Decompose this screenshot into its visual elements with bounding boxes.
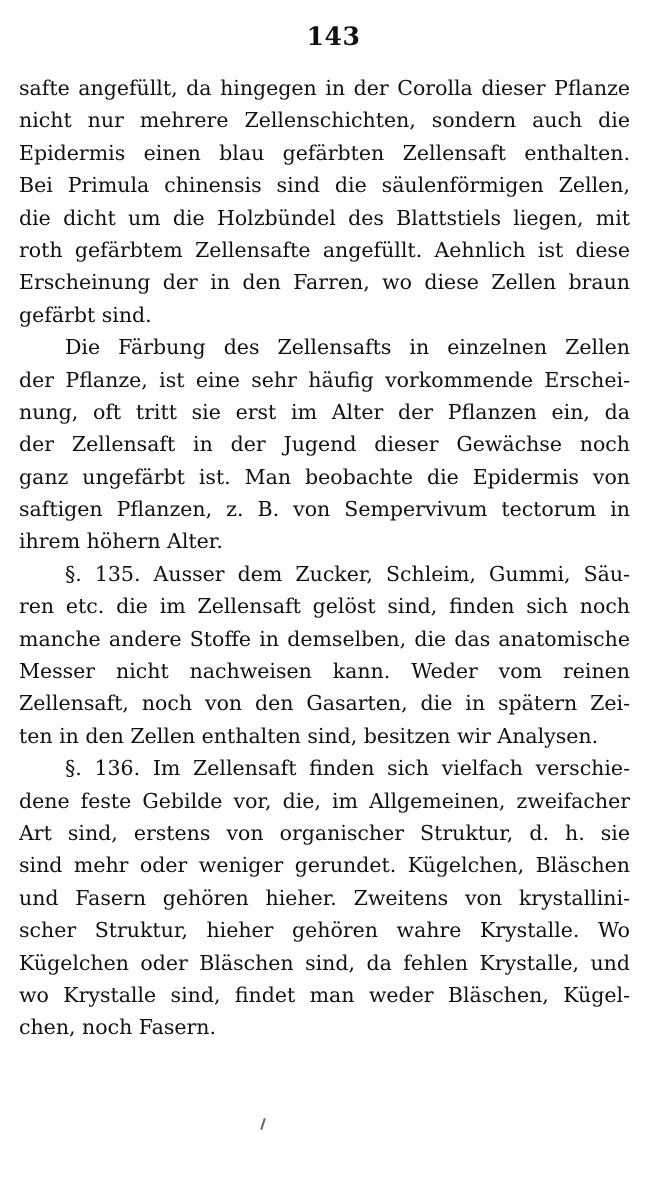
text-line: Art sind, erstens von organischer Struktur, d. h. sie <box>19 820 630 845</box>
text-line: chen, noch Fasern. <box>19 1015 217 1040</box>
text-line: Erscheinung der in den Farren, wo diese Zellen braun <box>19 270 630 295</box>
text-line: ihrem höhern Alter. <box>19 529 223 554</box>
text-line: sind mehr oder weniger gerundet. Kügelchen, Bläschen <box>19 853 630 878</box>
text-line: Bei Primula chinensis sind die säulenförmigen Zellen, <box>19 173 630 198</box>
text-line: gefärbt sind. <box>19 302 152 327</box>
text-line: dene feste Gebilde vor, die, im Allgemeinen, zweifacher <box>19 788 630 813</box>
text-line: scher Struktur, hieher gehören wahre Krystalle. Wo <box>19 918 630 943</box>
text-line: nicht nur mehrere Zellenschichten, sondern auch die <box>19 108 630 133</box>
body-text <box>19 72 630 1044</box>
text-line: Epidermis einen blau gefärbten Zellensaft enthalten. <box>19 140 630 165</box>
text-line: saftigen Pflanzen, z. B. von Sempervivum tectorum in <box>19 497 630 522</box>
text-line: roth gefärbtem Zellensafte angefüllt. Aehnlich ist diese <box>19 237 630 262</box>
text-line: §. 136. Im Zellensaft finden sich vielfach verschie- <box>65 756 630 781</box>
stray-ink-mark <box>260 1118 266 1130</box>
text-line: wo Krystalle sind, findet man weder Bläschen, Kügel- <box>19 982 630 1007</box>
text-line: Zellensaft, noch von den Gasarten, die in spätern Zei- <box>19 691 630 716</box>
text-line: der Zellensaft in der Jugend dieser Gewächse noch <box>19 432 630 457</box>
text-line: und Fasern gehören hieher. Zweitens von krystallini- <box>19 885 630 910</box>
text-line: ren etc. die im Zellensaft gelöst sind, finden sich noch <box>19 594 630 619</box>
text-line: Kügelchen oder Bläschen sind, da fehlen Krystalle, und <box>19 950 630 975</box>
page-number: 143 <box>306 22 361 51</box>
text-line: Die Färbung des Zellensafts in einzelnen Zellen <box>65 335 630 360</box>
text-line: ten in den Zellen enthalten sind, besitzen wir Analysen. <box>19 723 599 748</box>
text-line: der Pflanze, ist eine sehr häufig vorkommende Erschei- <box>19 367 630 392</box>
text-line: §. 135. Ausser dem Zucker, Schleim, Gummi, Säu- <box>65 561 630 586</box>
text-line: ganz ungefärbt ist. Man beobachte die Epidermis von <box>19 464 630 489</box>
text-line: die dicht um die Holzbündel des Blattstiels liegen, mit <box>19 205 630 230</box>
text-line: nung, oft tritt sie erst im Alter der Pflanzen ein, da <box>19 399 630 424</box>
text-line: Messer nicht nachweisen kann. Weder vom reinen <box>19 659 630 684</box>
text-line: safte angefüllt, da hingegen in der Corolla dieser Pflanze <box>19 76 630 100</box>
text-line: manche andere Stoffe in demselben, die das anatomische <box>19 626 630 651</box>
